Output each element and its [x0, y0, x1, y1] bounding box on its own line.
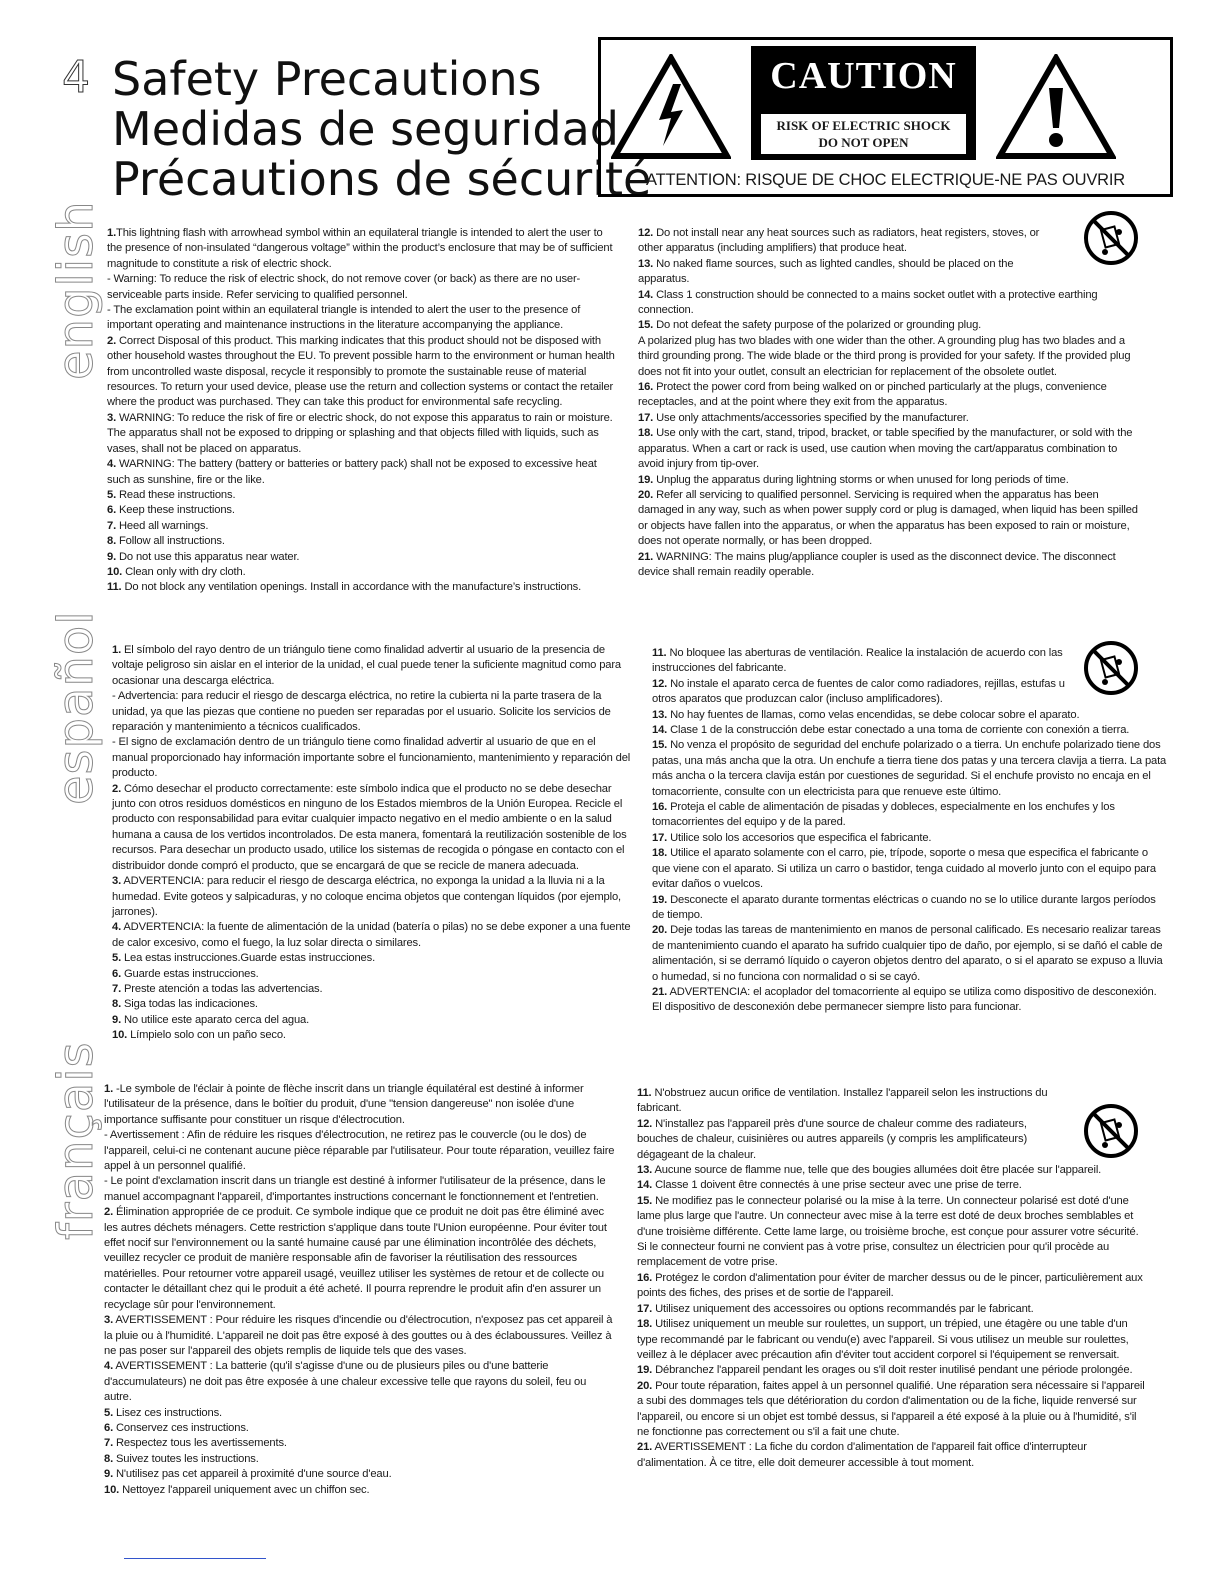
paragraph: 4. WARNING: The battery (battery or batteries or battery pack) shall not be exposed to excessive heat such as sunshine, fire or the like. [107, 458, 597, 486]
footer-rule [124, 1558, 266, 1559]
paragraph: 21. WARNING: The mains plug/appliance coupler is used as the disconnect device. The disconnect device shall remain readily operable. [638, 550, 1116, 578]
paragraph: 16. Protégez le cordon d'alimentation pour éviter de marcher dessus ou de le pincer, particulièrement aux points des fiches, des prises et de sortie de l'appareil. [637, 1271, 1143, 1300]
lightning-warning-icon [611, 54, 731, 160]
paragraph: 5. Lea estas instrucciones.Guarde estas instrucciones. [112, 952, 376, 965]
paragraph: 3. WARNING: To reduce the risk of fire or electric shock, do not expose this apparatus to rain or moisture. The apparatus shall not be exposed to dripping or splashing and that objects filled with liquids, such as vases, shall not be placed on apparatus. [107, 411, 613, 455]
caution-line-1: RISK OF ELECTRIC SHOCK [776, 118, 951, 133]
spanish-left-column [112, 643, 632, 1044]
paragraph: - Le point d'exclamation inscrit dans un triangle est destiné à informer l'utilisateur de la présence, dans le manuel accompagnant l'appareil, d'importantes instructions concernant le fonctionnement et l'entretien. [104, 1175, 606, 1203]
paragraph: 15. No venza el propósito de seguridad del enchufe polarizado o a tierra. Un enchufe polarizado tiene dos patas, una más ancha que la otra. Un enchufe a tierra tiene dos patas y una tercera clavija a tierra. La pata más ancha o la tercera clavija están por cuestiones de seguridad. Si el enchufe provisto no encaja en el tomacorriente, consulte con un electricista para que renueve este último. [652, 739, 1167, 798]
paragraph: 1.This lightning flash with arrowhead symbol within an equilateral triangle is intended to alert the user to the presence of non-insulated “dangerous voltage” within the product’s enclosure that may be of sufficient magnitude to constitute a risk of electric shock. [107, 227, 613, 270]
caution-label [598, 37, 1173, 197]
page-title [112, 54, 651, 204]
spanish-right-column [652, 646, 1167, 1016]
paragraph: 9. N'utilisez pas cet appareil à proximité d'une source d'eau. [104, 1468, 392, 1481]
paragraph: - The exclamation point within an equilateral triangle is intended to alert the user to the presence of important operating and maintenance instructions in the literature accompanying the appliance. [107, 304, 581, 332]
paragraph: 15. Ne modifiez pas le connecteur polarisé ou la mise à la terre. Un connecteur polarisé est doté d'une lame plus large que l'autre. Un connecteur avec mise à la terre est doté de deux broches semblables et d'une troisième différente. Cette lame large, ou troisième broche, est conçue pour assurer votre sécurité. Si le connecteur fourni ne convient pas à votre prise, consultez un électricien pour qu'il procède au remplacement de votre prise. [637, 1194, 1139, 1269]
paragraph: 21. AVERTISSEMENT : La fiche du cordon d'alimentation de l'appareil fait office d'interrupteur d'alimentation. À ce titre, elle doit demeurer accessible à tout moment. [637, 1441, 1087, 1469]
paragraph: 10. Clean only with dry cloth. [107, 565, 246, 578]
title-english: Safety Precautions [112, 52, 542, 106]
title-spanish: Medidas de seguridad [112, 102, 619, 156]
paragraph: - El signo de exclamación dentro de un triángulo tiene como finalidad advertir al usuario de que en el manual proporcionado hay información importante sobre el funcionamiento, mantenimiento y reparación del producto. [112, 736, 631, 780]
paragraph: 14. Class 1 construction should be connected to a mains socket outlet with a protective earthing connection. [638, 288, 1098, 317]
paragraph: 13. Aucune source de flamme nue, telle que des bougies allumées doit être placée sur l'appareil. [637, 1164, 1102, 1177]
english-left-column [107, 226, 617, 596]
paragraph: 16. Protect the power cord from being walked on or pinched particularly at the plugs, convenience receptacles, and at the point where they exit from the apparatus. [638, 381, 1107, 409]
paragraph: 21. ADVERTENCIA: el acoplador del tomacorriente al equipo se utiliza como dispositivo de desconexión. El dispositivo de desconexión debe permanecer siempre listo para funcionar. [652, 985, 1157, 1014]
paragraph: - Avertissement : Afin de réduire les risques d'électrocution, ne retirez pas le couvercle (ou le dos) de l'appareil, celui-ci ne contenant aucune pièce réparable par l'utilisateur. Pour toute réparation, veuillez faire appel à un personnel qualifié. [104, 1129, 615, 1173]
paragraph: 16. Proteja el cable de alimentación de pisadas y dobleces, especialmente en los enchufes y los tomacorrientes del equipo y de la pared. [652, 801, 1115, 829]
paragraph: 11. N'obstruez aucun orifice de ventilation. Installez l'appareil selon les instructions du fabricant. [637, 1087, 1048, 1115]
french-right-column [637, 1086, 1149, 1471]
paragraph: 1. El símbolo del rayo dentro de un triángulo tiene como finalidad advertir al usuario de la presencia de voltaje peligroso sin aislar en el interior de la unidad, el cual puede tener la suficiente magnitud como para ocasionar una descarga eléctrica. [112, 644, 622, 687]
paragraph: 19. Desconecte el aparato durante tormentas eléctricas o cuando no se lo utilice durante largos períodos de tiempo. [652, 893, 1156, 921]
paragraph: 15. Do not defeat the safety purpose of the polarized or grounding plug. [638, 319, 982, 332]
paragraph: 20. Pour toute réparation, faites appel à un personnel qualifié. Une réparation sera nécessaire si l'appareil a subi des dommages tels que détérioration du cordon d'alimentation ou de la fiche, liquide renversé sur l'appareil, ou encore si un objet est tombé dessus, si l'appareil a été exposé à la pluie ou à l'humidité, s'il ne fonctionne pas correctement ou s'il a fait une chute. [637, 1379, 1145, 1438]
paragraph: 14. Clase 1 de la construcción debe estar conectado a una toma de corriente con conexión a tierra. [652, 724, 1130, 737]
paragraph: 17. Utilice solo los accesorios que especifica el fabricante. [652, 831, 932, 844]
paragraph: 10. Nettoyez l'appareil uniquement avec un chiffon sec. [104, 1483, 370, 1496]
paragraph: 6. Conservez ces instructions. [104, 1421, 249, 1434]
paragraph: 9. Do not use this apparatus near water. [107, 550, 300, 563]
language-label-english: english [48, 200, 104, 380]
paragraph: 1. -Le symbole de l'éclair à pointe de flèche inscrit dans un triangle équilatéral est destiné à informer l'utilisateur de la présence, dans le boîtier du produit, d'une "tension dangereuse" non isolée d'une importance suffisante pour constituer un risque d'électrocution. [104, 1083, 584, 1126]
paragraph: 11. Do not block any ventilation openings. Install in accordance with the manufacture’s instructions. [107, 581, 582, 594]
paragraph: 13. No hay fuentes de llamas, como velas encendidas, se debe colocar sobre el aparato. [652, 708, 1080, 721]
paragraph: 13. No naked flame sources, such as lighted candles, should be placed on the apparatus. [638, 257, 1014, 286]
paragraph: 8. Suivez toutes les instructions. [104, 1452, 259, 1465]
caution-subtext [761, 114, 966, 154]
paragraph: 8. Follow all instructions. [107, 535, 225, 548]
paragraph: 5. Lisez ces instructions. [104, 1406, 222, 1419]
paragraph: 17. Use only attachments/accessories specified by the manufacturer. [638, 411, 969, 424]
page-number: 4 [62, 52, 90, 103]
paragraph: 12. N'installez pas l'appareil près d'une source de chaleur comme des radiateurs, bouches de chaleur, cuisinières ou autres appareils (y compris les amplificateurs) dégageant de la chaleur. [637, 1117, 1028, 1161]
caution-line-2: DO NOT OPEN [818, 135, 909, 150]
title-french: Précautions de sécurité [112, 152, 652, 206]
language-label-french: français [48, 1041, 104, 1240]
caution-word: CAUTION [770, 55, 957, 97]
paragraph: - Advertencia: para reducir el riesgo de descarga eléctrica, no retire la cubierta ni la parte trasera de la unidad, ya que las piezas que contiene no pueden ser reparadas por el usuario. Solicite los servicios de reparación y mantenimiento a técnicos cualificados. [112, 690, 611, 734]
language-label-spanish: español [48, 610, 104, 805]
paragraph: 12. Do not install near any heat sources such as radiators, heat registers, stoves, or other apparatus (including amplifiers) that produce heat. [638, 227, 1040, 255]
paragraph: 4. AVERTISSEMENT : La batterie (qu'il s'agisse d'une ou de plusieurs piles ou d'une batterie d'accumulateurs) ne doit pas être exposée à une chaleur excessive telle que rayons du soleil, feu ou autre. [104, 1360, 587, 1404]
paragraph: 17. Utilisez uniquement des accessoires ou options recommandés par le fabricant. [637, 1302, 1034, 1315]
paragraph: 3. ADVERTENCIA: para reducir el riesgo de descarga eléctrica, no exponga la unidad a la lluvia ni a la humedad. Evite goteos y salpicaduras, y no coloque encima objetos que contengan líquidos (por ejemplo, jarrones). [112, 875, 621, 918]
paragraph: 14. Classe 1 doivent être connectés à une prise secteur avec une prise de terre. [637, 1179, 1022, 1192]
attention-text: ATTENTION: RISQUE DE CHOC ELECTRIQUE-NE PAS OUVRIR [646, 171, 1125, 189]
paragraph: 12. No instale el aparato cerca de fuentes de calor como radiadores, rejillas, estufas u otros aparatos que produzcan calor (incluso amplificadores). [652, 677, 1065, 706]
paragraph: 18. Utilice el aparato solamente con el carro, pie, trípode, soporte o mesa que especifica el fabricante o que viene con el aparato. Si utiliza un carro o bastidor, tenga cuidado al moverlo junto con el equipo para evitar daños o vuelcos. [652, 847, 1156, 891]
paragraph: 9. No utilice este aparato cerca del agua. [112, 1013, 310, 1026]
paragraph: 4. ADVERTENCIA: la fuente de alimentación de la unidad (batería o pilas) no se debe exponer a una fuente de calor excesivo, como el fuego, la luz solar directa o similares. [112, 921, 631, 949]
paragraph: 6. Guarde estas instrucciones. [112, 967, 259, 980]
paragraph: 2. Cómo desechar el producto correctamente: este símbolo indica que el producto no se debe desechar junto con otros residuos domésticos en ninguno de los Estados miembros de la Unión Europea. Recicle el producto con responsabilidad para evitar cualquier impacto negativo en el medio ambiente o en la salud humana a causa de los vertidos incontrolados. De esta manera, fomentará la reutilización sostenible de los recursos. Para desechar un producto usado, utilice los sistemas de recogida o póngase en contacto con el distribuidor donde compró el producto, que se encargará de que se recicle de manera adecuada. [112, 782, 627, 872]
paragraph: 2. Élimination appropriée de ce produit. Ce symbole indique que ce produit ne doit pas être éliminé avec les autres déchets ménagers. Cette restriction s'applique dans toute l'Union européenne. Pour éviter tout effet nocif sur l'environnement ou la santé humaine causé par une élimination incontrôlée des déchets, veuillez recycler ce produit de manière responsable afin de favoriser la réutilisation des ressources matérielles. Pour retourner votre appareil usagé, veuillez utiliser les systèmes de retour et de collecte ou contacter le détaillant chez qui le produit a été acheté. Il pourra reprendre le produit afin d'en assurer un recyclage sûr pour l'environnement. [104, 1206, 607, 1311]
paragraph: 7. Respectez tous les avertissements. [104, 1437, 287, 1450]
paragraph: 18. Use only with the cart, stand, tripod, bracket, or table specified by the manufacturer, or sold with the apparatus. When a cart or rack is used, use caution when moving the cart/apparatus combination to avoid injury from tip-over. [638, 427, 1133, 471]
paragraph: 7. Preste atención a todas las advertencias. [112, 982, 323, 995]
english-right-column [638, 226, 1143, 580]
paragraph: 5. Read these instructions. [107, 488, 236, 501]
paragraph: 6. Keep these instructions. [107, 504, 235, 517]
paragraph: 10. Límpielo solo con un paño seco. [112, 1029, 286, 1042]
paragraph: 20. Refer all servicing to qualified personnel. Servicing is required when the apparatus has been damaged in any way, such as when power supply cord or plug is damaged, when liquid has been spilled or objects have fallen into the apparatus, or when the apparatus has been exposed to rain or moisture, does not operate normally, or has been dropped. [638, 488, 1138, 548]
paragraph: - Warning: To reduce the risk of electric shock, do not remove cover (or back) as there are no user-serviceable parts inside. Refer servicing to qualified personnel. [107, 273, 581, 301]
paragraph: 8. Siga todas las indicaciones. [112, 998, 258, 1011]
paragraph: 3. AVERTISSEMENT : Pour réduire les risques d'incendie ou d'électrocution, n'exposez pas cet appareil à la pluie ou à l'humidité. L'appareil ne doit pas être exposé à des gouttes ou à des éclaboussures. Veillez à ne pas poser sur l'appareil des objets remplis de liquide tels que des vases. [104, 1314, 613, 1357]
paragraph: 2. Correct Disposal of this product. This marking indicates that this product should not be disposed with other household wastes throughout the EU. To prevent possible harm to the environment or human health from uncontrolled waste disposal, recycle it responsibly to promote the sustainable reuse of material resources. To return your used device, please use the return and collection systems or contact the retailer where the product was purchased. They can take this product for environmental safe recycling. [107, 334, 615, 409]
paragraph: 7. Heed all warnings. [107, 519, 209, 532]
paragraph: 11. No bloquee las aberturas de ventilación. Realice la instalación de acuerdo con las instrucciones del fabricante. [652, 647, 1063, 675]
paragraph: 20. Deje todas las tareas de mantenimiento en manos de personal calificado. Es necesario realizar tareas de mantenimiento cuando el aparato ha sufrido cualquier tipo de daño, por ejemplo, si se dañó el cable de alimentación, si se derramó líquido o cayeron objetos dentro del aparato, o si el aparato se expuso a lluvia o humedad, si no funciona con normalidad o si se cayó. [652, 924, 1163, 983]
paragraph: 19. Débranchez l'appareil pendant les orages ou s'il doit rester inutilisé pendant une période prolongée. [637, 1364, 1133, 1377]
exclamation-warning-icon [996, 54, 1116, 160]
paragraph: A polarized plug has two blades with one wider than the other. A grounding plug has two blades and a third grounding prong. The wide blade or the third prong is provided for your safety. If the provided plug does not fit into your outlet, consult an electrician for replacement of the obsolete outlet. [638, 334, 1131, 378]
french-left-column [104, 1082, 616, 1498]
paragraph: 19. Unplug the apparatus during lightning storms or when unused for long periods of time. [638, 473, 1069, 486]
paragraph: 18. Utilisez uniquement un meuble sur roulettes, un support, un trépied, une étagère ou une table d'un type recommandé par le fabricant ou vendu(e) avec l'appareil. Si vous utilisez un meuble sur roulettes, veillez à le déplacer avec précaution afin d'éviter tout accident corporel si l'équipement se renversait. [637, 1318, 1129, 1361]
caution-banner [751, 46, 976, 160]
